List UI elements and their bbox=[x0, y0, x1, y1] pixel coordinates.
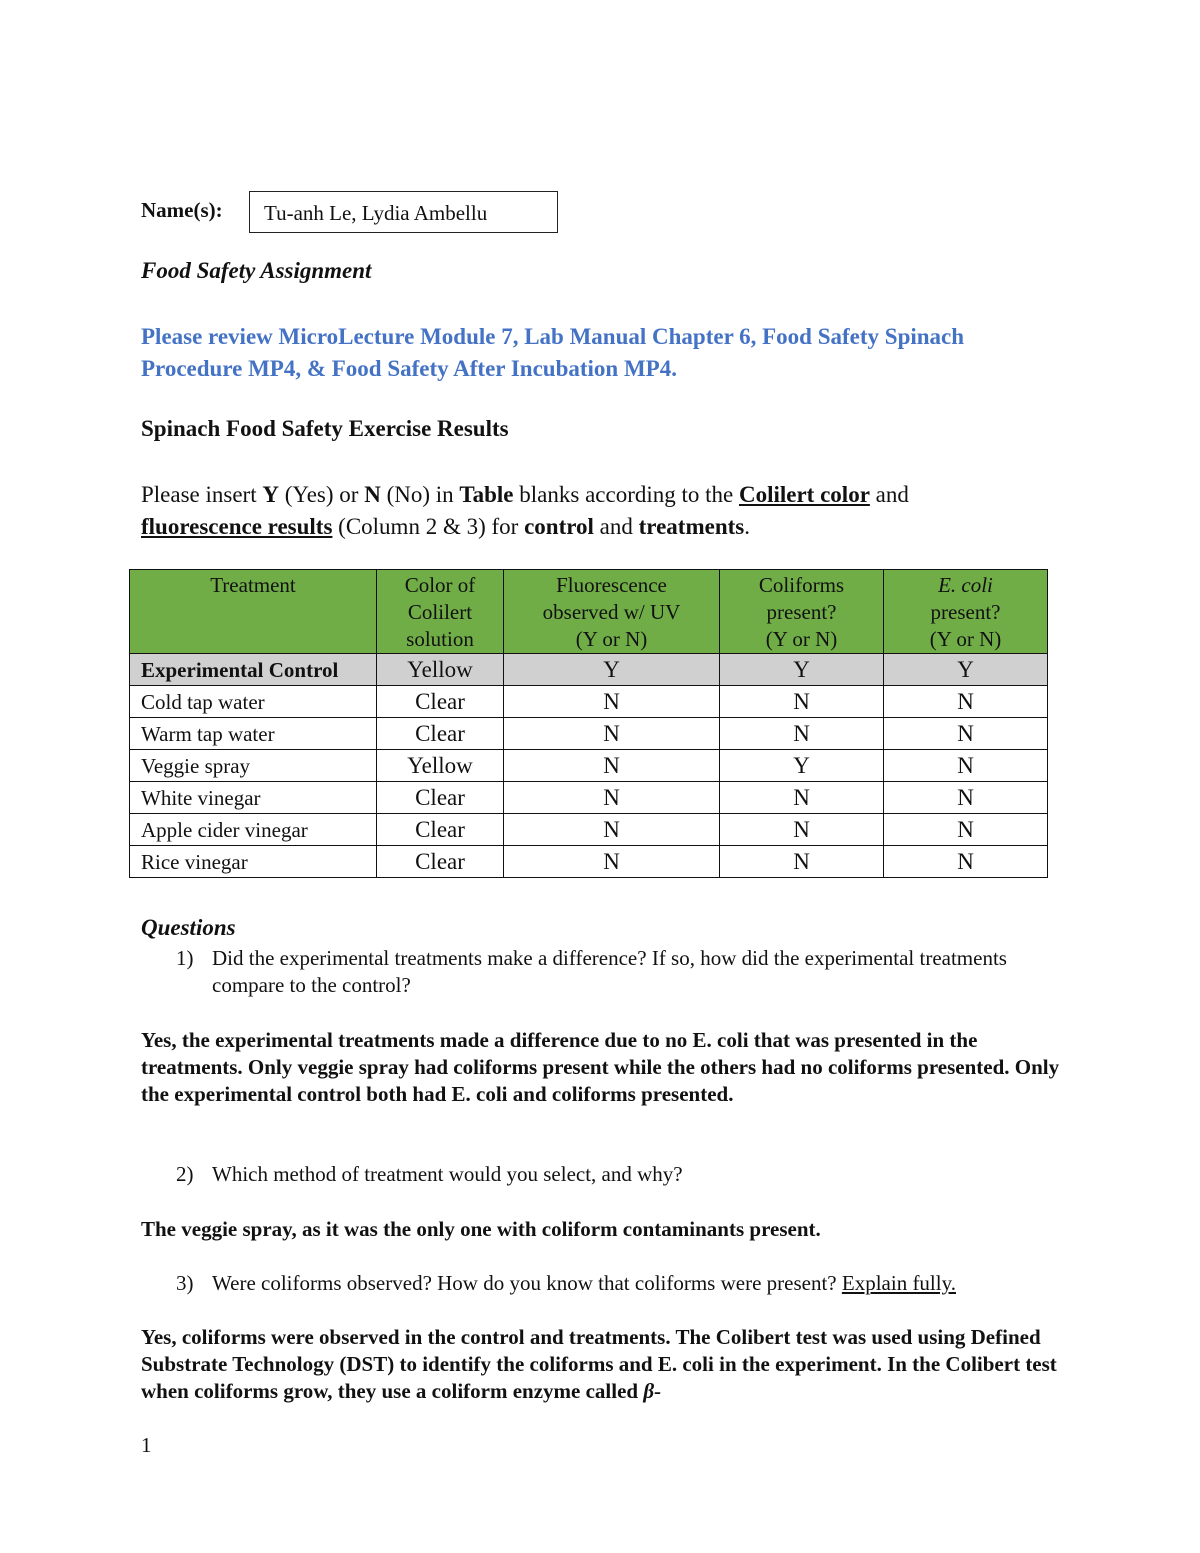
fluorescence-cell[interactable]: Y bbox=[504, 654, 720, 686]
coliforms-cell[interactable]: N bbox=[720, 814, 884, 846]
treatment-cell: Veggie spray bbox=[130, 750, 377, 782]
ecoli-cell[interactable]: N bbox=[884, 718, 1048, 750]
table-header-row bbox=[130, 570, 1048, 654]
color-cell[interactable]: Clear bbox=[377, 686, 504, 718]
results-table bbox=[129, 569, 1048, 878]
treatment-cell: Rice vinegar bbox=[130, 846, 377, 878]
table-row bbox=[130, 782, 1048, 814]
color-cell[interactable]: Yellow bbox=[377, 750, 504, 782]
color-cell[interactable]: Yellow bbox=[377, 654, 504, 686]
color-cell[interactable]: Clear bbox=[377, 814, 504, 846]
ecoli-cell[interactable]: N bbox=[884, 814, 1048, 846]
treatment-cell: Apple cider vinegar bbox=[130, 814, 377, 846]
fluorescence-cell[interactable]: N bbox=[504, 718, 720, 750]
question-text: Did the experimental treatments make a difference? If so, how did the experimental treatments compare to the control? bbox=[212, 946, 1007, 997]
fluorescence-cell[interactable]: N bbox=[504, 750, 720, 782]
header-coliforms: Coliforms present? (Y or N) bbox=[720, 570, 884, 654]
questions-title: Questions bbox=[141, 915, 236, 940]
fluorescence-cell[interactable]: N bbox=[504, 814, 720, 846]
table-row bbox=[130, 718, 1048, 750]
coliforms-cell[interactable]: N bbox=[720, 686, 884, 718]
answer-2: The veggie spray, as it was the only one with coliform contaminants present. bbox=[141, 1217, 821, 1241]
question-text: Which method of treatment would you select, and why? bbox=[212, 1162, 683, 1186]
table-row bbox=[130, 846, 1048, 878]
color-cell[interactable]: Clear bbox=[377, 718, 504, 750]
coliforms-cell[interactable]: Y bbox=[720, 750, 884, 782]
question-1 bbox=[176, 945, 1056, 999]
fluorescence-cell[interactable]: N bbox=[504, 686, 720, 718]
header-treatment: Treatment bbox=[130, 570, 377, 654]
question-3 bbox=[176, 1270, 1056, 1297]
question-number: 3) bbox=[176, 1271, 194, 1295]
table-row bbox=[130, 814, 1048, 846]
names-field[interactable]: Tu-anh Le, Lydia Ambellu bbox=[249, 191, 558, 233]
fluorescence-cell[interactable]: N bbox=[504, 782, 720, 814]
ecoli-cell[interactable]: N bbox=[884, 846, 1048, 878]
coliforms-cell[interactable]: N bbox=[720, 718, 884, 750]
coliforms-cell[interactable]: N bbox=[720, 782, 884, 814]
header-ecoli: E. coli present? (Y or N) bbox=[884, 570, 1048, 654]
names-label: Name(s): bbox=[141, 198, 223, 222]
ecoli-cell[interactable]: N bbox=[884, 782, 1048, 814]
assignment-title: Food Safety Assignment bbox=[141, 258, 372, 283]
ecoli-cell[interactable]: N bbox=[884, 686, 1048, 718]
review-note: Please review MicroLecture Module 7, Lab Manual Chapter 6, Food Safety Spinach Procedure MP4, & Food Safety After Incubation MP4. bbox=[141, 324, 965, 381]
header-color: Color of Colilert solution bbox=[377, 570, 504, 654]
treatment-cell: White vinegar bbox=[130, 782, 377, 814]
coliforms-cell[interactable]: N bbox=[720, 846, 884, 878]
fluorescence-cell[interactable]: N bbox=[504, 846, 720, 878]
color-cell[interactable]: Clear bbox=[377, 782, 504, 814]
explain-fully: Explain fully. bbox=[841, 1271, 956, 1295]
table-row bbox=[130, 654, 1048, 686]
ecoli-cell[interactable]: Y bbox=[884, 654, 1048, 686]
ecoli-cell[interactable]: N bbox=[884, 750, 1048, 782]
table-row bbox=[130, 686, 1048, 718]
page-number: 1 bbox=[141, 1433, 152, 1457]
coliforms-cell[interactable]: Y bbox=[720, 654, 884, 686]
question-number: 1) bbox=[176, 946, 194, 970]
treatment-cell: Warm tap water bbox=[130, 718, 377, 750]
question-text: Were coliforms observed? How do you know that coliforms were present? Explain fully. bbox=[212, 1271, 956, 1295]
answer-3: Yes, coliforms were observed in the control and treatments. The Colibert test was used using Defined Substrate Technology (DST) to identify the coliforms and E. coli in the experiment. In the Colibert test when coliforms grow, they use a coliform enzyme called β- bbox=[141, 1325, 1057, 1403]
answer-1: Yes, the experimental treatments made a difference due to no E. coli that was presented in the treatments. Only veggie spray had coliforms present while the others had no coliforms presented. Only the experimental control both had E. coli and coliforms presented. bbox=[141, 1028, 1060, 1106]
header-fluorescence: Fluorescence observed w/ UV (Y or N) bbox=[504, 570, 720, 654]
color-cell[interactable]: Clear bbox=[377, 846, 504, 878]
question-2 bbox=[176, 1161, 1056, 1188]
instructions: Please insert Y (Yes) or N (No) in Table blanks according to the Colilert color and fluorescence results (Column 2 & 3) for control and treatments. bbox=[141, 482, 909, 539]
treatment-cell: Experimental Control bbox=[130, 654, 377, 686]
section-title: Spinach Food Safety Exercise Results bbox=[141, 416, 509, 441]
treatment-cell: Cold tap water bbox=[130, 686, 377, 718]
table-row bbox=[130, 750, 1048, 782]
question-number: 2) bbox=[176, 1162, 194, 1186]
